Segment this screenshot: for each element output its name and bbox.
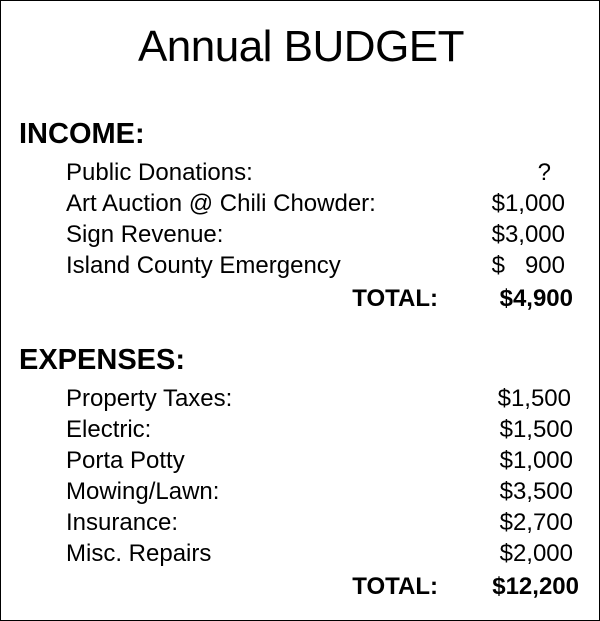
expenses-heading: EXPENSES: [19,344,185,376]
income-row-sign-revenue [1,219,600,251]
income-item-amount: $ 900 [491,252,565,279]
expense-item-amount: $2,700 [499,509,573,536]
expenses-total-label: TOTAL: [352,573,438,600]
expense-item-label: Mowing/Lawn: [66,478,220,505]
expense-row-misc-repairs [1,538,600,570]
page-title: Annual BUDGET [137,22,465,71]
income-heading: INCOME: [19,118,145,150]
expense-item-amount: $1,500 [499,416,573,443]
expense-row-electric [1,414,600,446]
expenses-total-row [1,571,600,603]
income-total-row [1,283,600,315]
income-total-amount: $4,900 [499,285,573,312]
income-item-amount: ? [537,159,551,186]
expense-row-mowing-lawn [1,476,600,508]
expense-item-label: Misc. Repairs [66,540,212,567]
expense-item-label: Porta Potty [66,447,185,474]
income-total-label: TOTAL: [352,285,438,312]
income-item-amount: $1,000 [491,190,565,217]
expense-item-label: Property Taxes: [66,385,233,412]
expense-row-property-taxes [1,383,600,415]
expense-item-label: Insurance: [66,509,179,536]
expense-item-label: Electric: [66,416,152,443]
income-item-label: Island County Emergency [66,252,341,279]
expense-item-amount: $1,000 [499,447,573,474]
income-row-island-county [1,250,600,282]
income-row-art-auction [1,188,600,220]
expense-item-amount: $3,500 [499,478,573,505]
income-item-label: Public Donations: [66,159,253,186]
expense-item-amount: $1,500 [497,385,571,412]
income-row-public-donations [1,157,600,189]
expense-item-amount: $2,000 [499,540,573,567]
income-item-label: Sign Revenue: [66,221,224,248]
income-item-amount: $3,000 [491,221,565,248]
expenses-total-amount: $12,200 [492,573,579,600]
income-item-label: Art Auction @ Chili Chowder: [66,190,376,217]
expense-row-insurance [1,507,600,539]
expense-row-porta-potty [1,445,600,477]
